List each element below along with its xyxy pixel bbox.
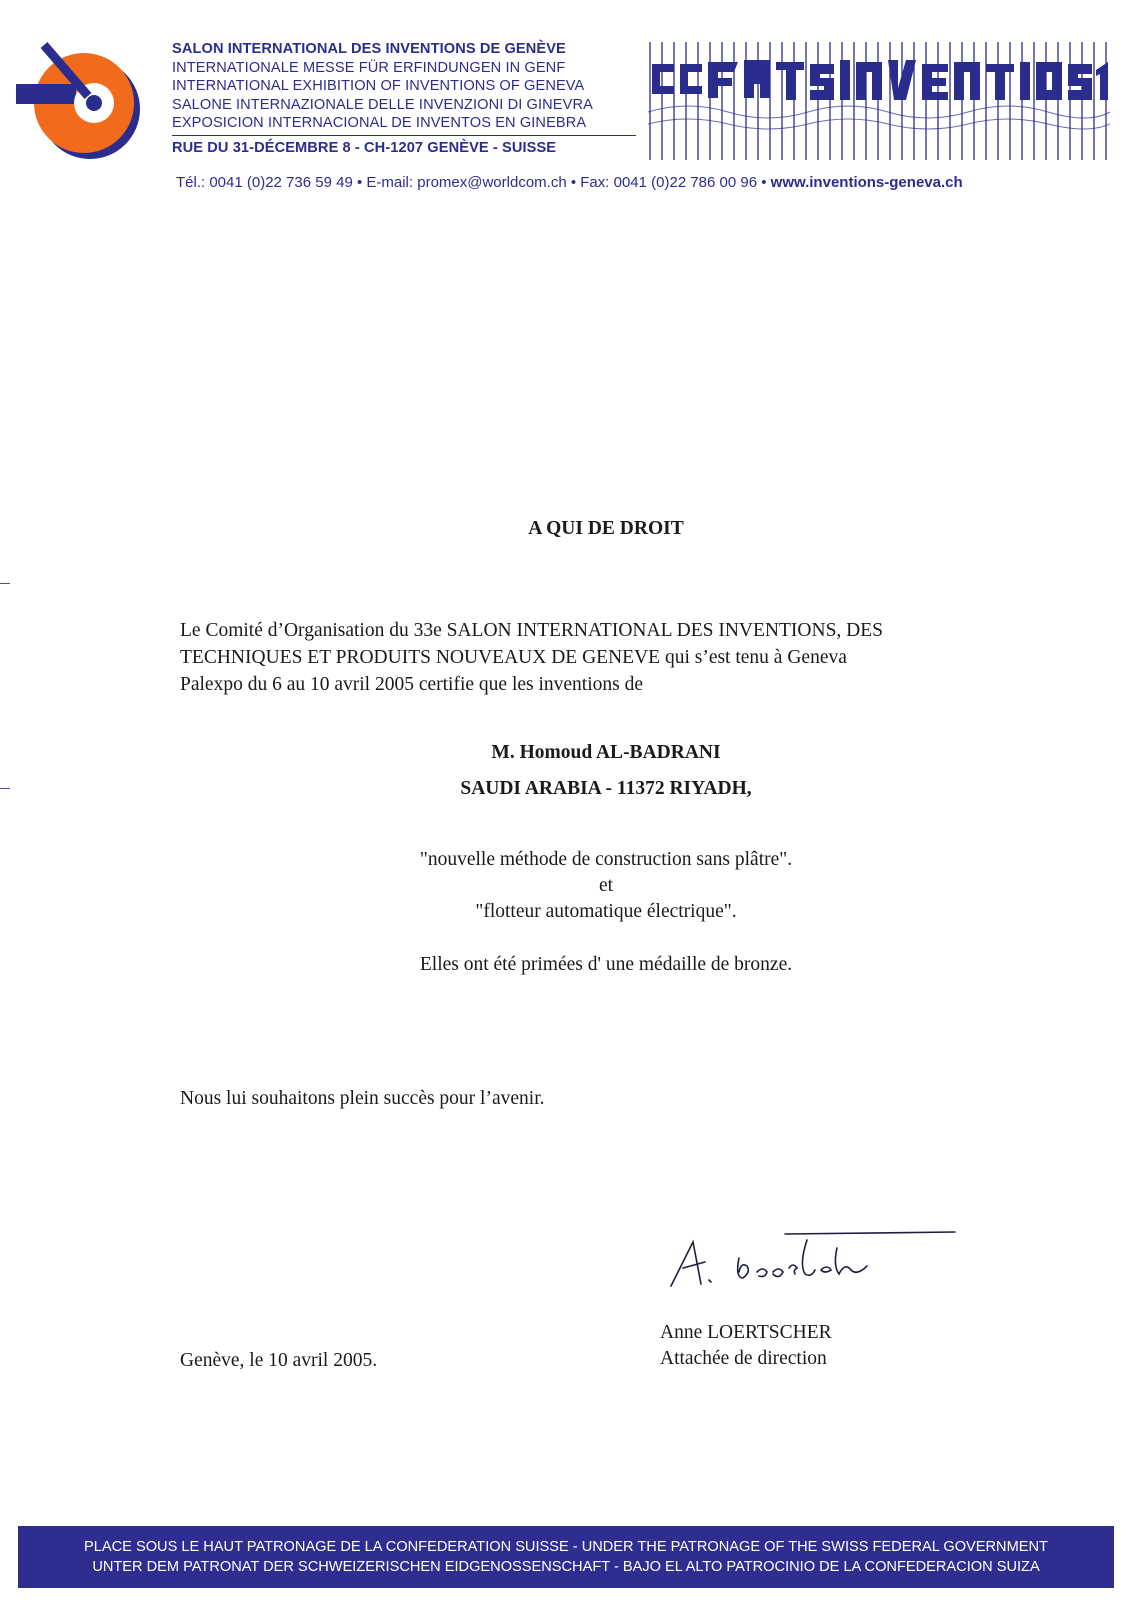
contact-line [176,174,1111,191]
paragraph-line: TECHNIQUES ET PRODUITS NOUVEAUX DE GENEVE qui s’est tenu à Geneva [180,647,847,668]
letter-title: A QUI DE DROIT [528,518,684,539]
signatory-name: Anne LOERTSCHER [660,1322,832,1343]
letterhead-divider [172,135,636,136]
letterhead-line-es: EXPOSICION INTERNACIONAL DE INVENTOS EN GINEBRA [172,115,587,132]
letterhead-line-de: INTERNATIONALE MESSE FÜR ERFINDUNGEN IN GENF [172,59,566,76]
award-statement: Elles ont été primées d' une médaille de bronze. [419,954,793,975]
signatory-title: Attachée de direction [660,1348,827,1369]
invention-1: "nouvelle méthode de construction sans plâtre". [419,849,793,870]
contact-email: E-mail: promex@worldcom.ch [366,174,567,191]
letterhead-line-it: SALONE INTERNAZIONALE DELLE INVENZIONI DI GINEVRA [172,96,593,113]
letterhead [172,40,636,158]
recipient-location: SAUDI ARABIA - 11372 RIYADH, [460,778,752,799]
contact-separator: • [757,174,771,191]
contact-separator: • [566,174,581,191]
contact-tel: Tél.: 0041 (0)22 736 59 49 [176,174,353,191]
fold-mark-top [0,583,10,584]
salon-logo [12,40,140,162]
conjunction: et [598,875,614,896]
contact-separator: • [352,174,367,191]
closing-sentence: Nous lui souhaitons plein succès pour l’avenir. [180,1088,545,1109]
contact-website: www.inventions-geneva.ch [770,174,963,191]
paragraph-line: Palexpo du 6 au 10 avril 2005 certifie que les inventions de [180,674,644,695]
fold-mark-bottom [0,788,10,789]
letterhead-line-fr: SALON INTERNATIONAL DES INVENTIONS DE GENÈVE [172,41,566,57]
inventions-banner-graphic [648,42,1110,160]
signatory-block [660,1320,832,1372]
letterhead-line-en: INTERNATIONAL EXHIBITION OF INVENTIONS OF GENEVA [172,78,585,95]
certification-paragraph [180,617,1020,698]
recipient-name: M. Homoud AL-BADRANI [491,742,721,763]
letterhead-address: RUE DU 31-DÉCEMBRE 8 - CH-1207 GENÈVE - SUISSE [172,139,557,156]
footer-line-2: UNTER DEM PATRONAT DER SCHWEIZERISCHEN EIDGENOSSENSCHAFT - BAJO EL ALTO PATROCINIO DE LA CONFEDERACION SUIZA [92,1559,1040,1575]
footer-line-1: PLACE SOUS LE HAUT PATRONAGE DE LA CONFEDERATION SUISSE - UNDER THE PATRONAGE OF THE SWISS FEDERAL GOVERNMENT [84,1539,1048,1555]
contact-fax: Fax: 0041 (0)22 786 00 96 [580,174,758,191]
handwritten-signature [665,1228,965,1298]
invention-2: "flotteur automatique électrique". [475,901,737,922]
paragraph-line: Le Comité d’Organisation du 33e SALON INTERNATIONAL DES INVENTIONS, DES [180,620,883,641]
patronage-footer [18,1526,1114,1588]
date-line: Genève, le 10 avril 2005. [180,1350,378,1371]
